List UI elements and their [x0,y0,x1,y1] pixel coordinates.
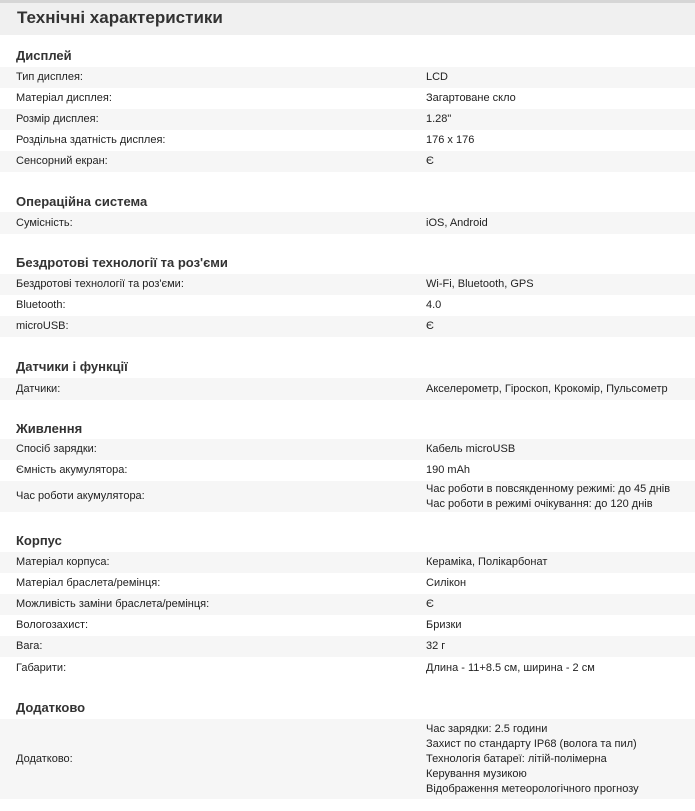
spec-value-line: 176 x 176 [426,134,475,146]
spec-label: Розмір дисплея: [16,113,99,125]
spec-label: Додатково: [16,753,73,765]
spec-value [426,639,445,654]
page-title: Технічні характеристики [0,3,695,35]
spec-value-line: Час зарядки: 2.5 години [426,723,548,735]
spec-label: Бездротові технології та роз'єми: [16,278,184,290]
spec-row [0,130,695,151]
section-heading: Датчики і функції [16,359,128,374]
spec-value-line: Бризки [426,619,462,631]
spec-value-line: 190 mAh [426,464,471,476]
spec-label: Спосіб зарядки: [16,443,97,455]
section-heading: Живлення [16,421,83,436]
spec-row [0,67,695,88]
spec-value [426,597,434,612]
spec-row [0,109,695,130]
spec-value [426,91,516,106]
spec-row [0,439,695,460]
spec-value [426,618,461,633]
spec-label: microUSB: [16,320,69,332]
spec-value [426,442,515,457]
spec-label: Вологозахист: [16,619,89,631]
spec-value-line: 1.28" [426,113,452,125]
spec-value-line: Захист по стандарту IP68 (волога та пил) [426,738,637,750]
spec-value-line: Акселерометр, Гіроскоп, Крокомір, Пульсометр [426,383,668,395]
spec-value [426,319,434,334]
spec-label: Датчики: [16,383,61,395]
spec-value [426,298,441,313]
spec-value [426,112,451,127]
spec-row [0,615,695,636]
spec-value [426,154,434,169]
spec-label: Матеріал дисплея: [16,92,112,104]
spec-row [0,460,695,481]
spec-label: Вага: [16,640,43,652]
spec-value [426,722,639,797]
section-heading: Бездротові технології та роз'єми [16,255,228,270]
spec-row [0,481,695,512]
spec-label: Bluetooth: [16,299,66,311]
spec-row [0,295,695,316]
spec-row [0,594,695,615]
spec-value-line: Загартоване скло [426,92,516,104]
spec-label: Матеріал браслета/ремінця: [16,577,161,589]
spec-value-line: Длина - 11+8.5 см, ширина - 2 см [426,662,595,674]
spec-label: Сумісність: [16,217,73,229]
spec-label: Сенсорний екран: [16,155,108,167]
spec-row [0,719,695,799]
spec-label: Роздільна здатність дисплея: [16,134,166,146]
spec-value-line: LCD [426,71,449,83]
spec-value [426,576,466,591]
spec-value-line: Відображення метеорологічного прогнозу [426,783,639,795]
spec-label: Час роботи акумулятора: [16,490,145,502]
spec-row [0,573,695,594]
spec-row [0,636,695,657]
spec-row [0,212,695,234]
spec-value-line: iOS, Android [426,217,488,229]
spec-row [0,378,695,400]
section-heading: Дисплей [16,48,72,63]
spec-value-line: Силікон [426,577,467,589]
spec-row [0,274,695,295]
section-heading: Операційна система [16,194,148,209]
spec-row [0,88,695,109]
spec-value [426,216,488,231]
spec-value-line: Є [426,155,434,167]
section-heading: Додатково [16,700,86,715]
spec-label: Ємність акумулятора: [16,464,128,476]
spec-value-line: Wi-Fi, Bluetooth, GPS [426,278,534,290]
spec-value-line: Технологія батареї: літій-полімерна [426,753,607,765]
spec-value-line: 4.0 [426,299,442,311]
spec-label: Можливість заміни браслета/ремінця: [16,598,210,610]
spec-value-line: Кабель microUSB [426,443,516,455]
spec-row [0,552,695,573]
spec-label: Тип дисплея: [16,71,83,83]
spec-value [426,70,448,85]
spec-value [426,555,547,570]
spec-label: Габарити: [16,662,67,674]
spec-row [0,316,695,337]
spec-value [426,133,474,148]
spec-row [0,657,695,679]
spec-value-line: Є [426,320,434,332]
spec-label: Матеріал корпуса: [16,556,110,568]
spec-value-line: 32 г [426,640,446,652]
spec-value [426,661,595,676]
spec-value [426,463,470,478]
section-heading: Корпус [16,533,62,548]
spec-value [426,482,670,512]
spec-value-line: Час роботи в повсякденному режимі: до 45 днів [426,483,671,495]
spec-value [426,277,534,292]
spec-value [426,382,668,397]
spec-value-line: Кераміка, Полікарбонат [426,556,548,568]
spec-value-line: Час роботи в режимі очікування: до 120 днів [426,498,653,510]
spec-value-line: Керування музикою [426,768,527,780]
spec-value-line: Є [426,598,434,610]
spec-row [0,151,695,172]
